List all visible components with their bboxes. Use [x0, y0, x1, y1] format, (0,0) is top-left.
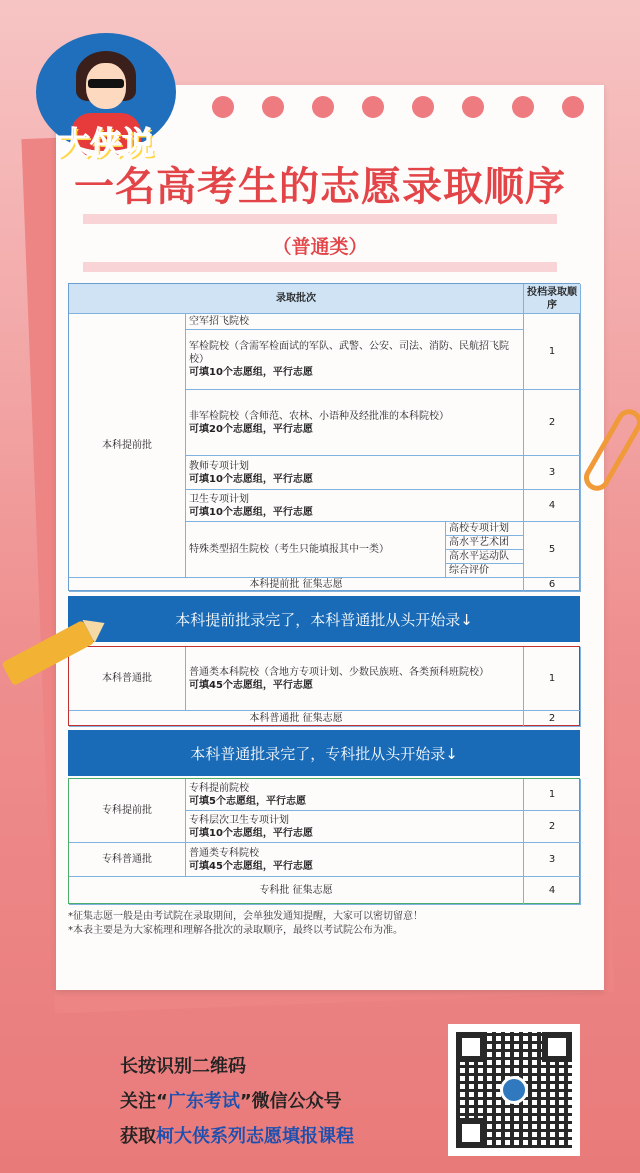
order-number: 2 — [524, 711, 581, 727]
batch-label: 本科提前批 — [69, 314, 186, 578]
order-number: 1 — [524, 779, 581, 811]
row-text: 空军招飞院校 — [186, 314, 524, 330]
sub-item: 高校专项计划 — [446, 522, 524, 536]
binder-hole — [512, 96, 534, 118]
binder-hole — [312, 96, 334, 118]
order-number: 3 — [524, 456, 581, 490]
batch-table-undergrad-early — [68, 283, 580, 591]
row-text: 本科提前批 征集志愿 — [69, 578, 524, 592]
row-text: 非军检院校（含师范、农林、小语种及经批准的本科院校） — [189, 410, 449, 422]
qr-logo-icon — [500, 1076, 528, 1104]
order-number: 1 — [524, 314, 581, 390]
row-text: 专科批 征集志愿 — [69, 877, 524, 905]
transition-banner: 本科普通批录完了，专科批从头开始录↓ — [68, 730, 580, 776]
row-note: 可填20个志愿组，平行志愿 — [189, 423, 313, 435]
batch-table-junior-college — [68, 778, 580, 904]
footer-line2: 关注“广东考试”微信公众号 — [120, 1091, 342, 1112]
binder-hole — [262, 96, 284, 118]
row-text: 专科提前院校 — [189, 782, 249, 794]
row-text: 卫生专项计划 — [189, 493, 249, 505]
row-note: 可填10个志愿组，平行志愿 — [189, 367, 313, 378]
binder-hole — [562, 96, 584, 118]
qr-code[interactable] — [448, 1024, 580, 1156]
row-note: 可填5个志愿组，平行志愿 — [189, 795, 306, 807]
order-number: 4 — [524, 877, 581, 905]
row-note: 可填45个志愿组，平行志愿 — [189, 860, 313, 872]
footnote: *征集志愿一般是由考试院在录取期间，会单独发通知提醒，大家可以密切留意！ — [68, 911, 423, 922]
batch-label: 专科普通批 — [69, 843, 186, 877]
sub-item: 综合评价 — [446, 564, 524, 578]
binder-hole — [462, 96, 484, 118]
row-text: 特殊类型招生院校（考生只能填报其中一类） — [186, 522, 446, 578]
binder-hole — [212, 96, 234, 118]
order-number: 2 — [524, 811, 581, 843]
row-text: 本科普通批 征集志愿 — [69, 711, 524, 727]
order-number: 4 — [524, 490, 581, 522]
row-text: 教师专项计划 — [189, 460, 249, 472]
batch-table-undergrad-regular — [68, 646, 580, 726]
title-divider — [83, 214, 557, 224]
batch-label: 专科提前批 — [69, 779, 186, 843]
sub-item: 高水平艺术团 — [446, 536, 524, 550]
transition-banner: 本科提前批录完了，本科普通批从头开始录↓ — [68, 596, 580, 642]
order-number: 5 — [524, 522, 581, 578]
footnote: *本表主要是为大家梳理和理解各批次的录取顺序，最终以考试院公布为准。 — [68, 925, 403, 936]
binder-hole — [412, 96, 434, 118]
order-number: 1 — [524, 647, 581, 711]
row-note: 可填10个志愿组，平行志愿 — [189, 506, 313, 518]
row-text: 普通类本科院校（含地方专项计划、少数民族班、各类预科班院校） — [189, 666, 489, 678]
batch-label: 本科普通批 — [69, 647, 186, 711]
row-text: 普通类专科院校 — [189, 847, 259, 859]
header-batch: 录取批次 — [69, 284, 524, 314]
order-number: 2 — [524, 390, 581, 456]
footer-line1: 长按识别二维码 — [120, 1056, 246, 1077]
row-text: 专科层次卫生专项计划 — [189, 814, 289, 826]
page-title: 一名高考生的志愿录取顺序 — [74, 164, 566, 210]
binder-hole — [362, 96, 384, 118]
sub-item: 高水平运动队 — [446, 550, 524, 564]
brand-logo: 大侠说 — [58, 124, 155, 162]
subtitle-divider — [83, 262, 557, 272]
row-note: 可填45个志愿组，平行志愿 — [189, 679, 313, 691]
footer-line3: 获取柯大侠系列志愿填报课程 — [120, 1126, 354, 1147]
row-note: 可填10个志愿组，平行志愿 — [189, 827, 313, 839]
header-order: 投档录取顺序 — [524, 284, 581, 314]
order-number: 3 — [524, 843, 581, 877]
page-subtitle: （普通类） — [272, 236, 368, 258]
row-note: 可填10个志愿组，平行志愿 — [189, 473, 313, 485]
order-number: 6 — [524, 578, 581, 592]
row-text: 军检院校（含需军检面试的军队、武警、公安、司法、消防、民航招飞院校） — [189, 341, 509, 365]
